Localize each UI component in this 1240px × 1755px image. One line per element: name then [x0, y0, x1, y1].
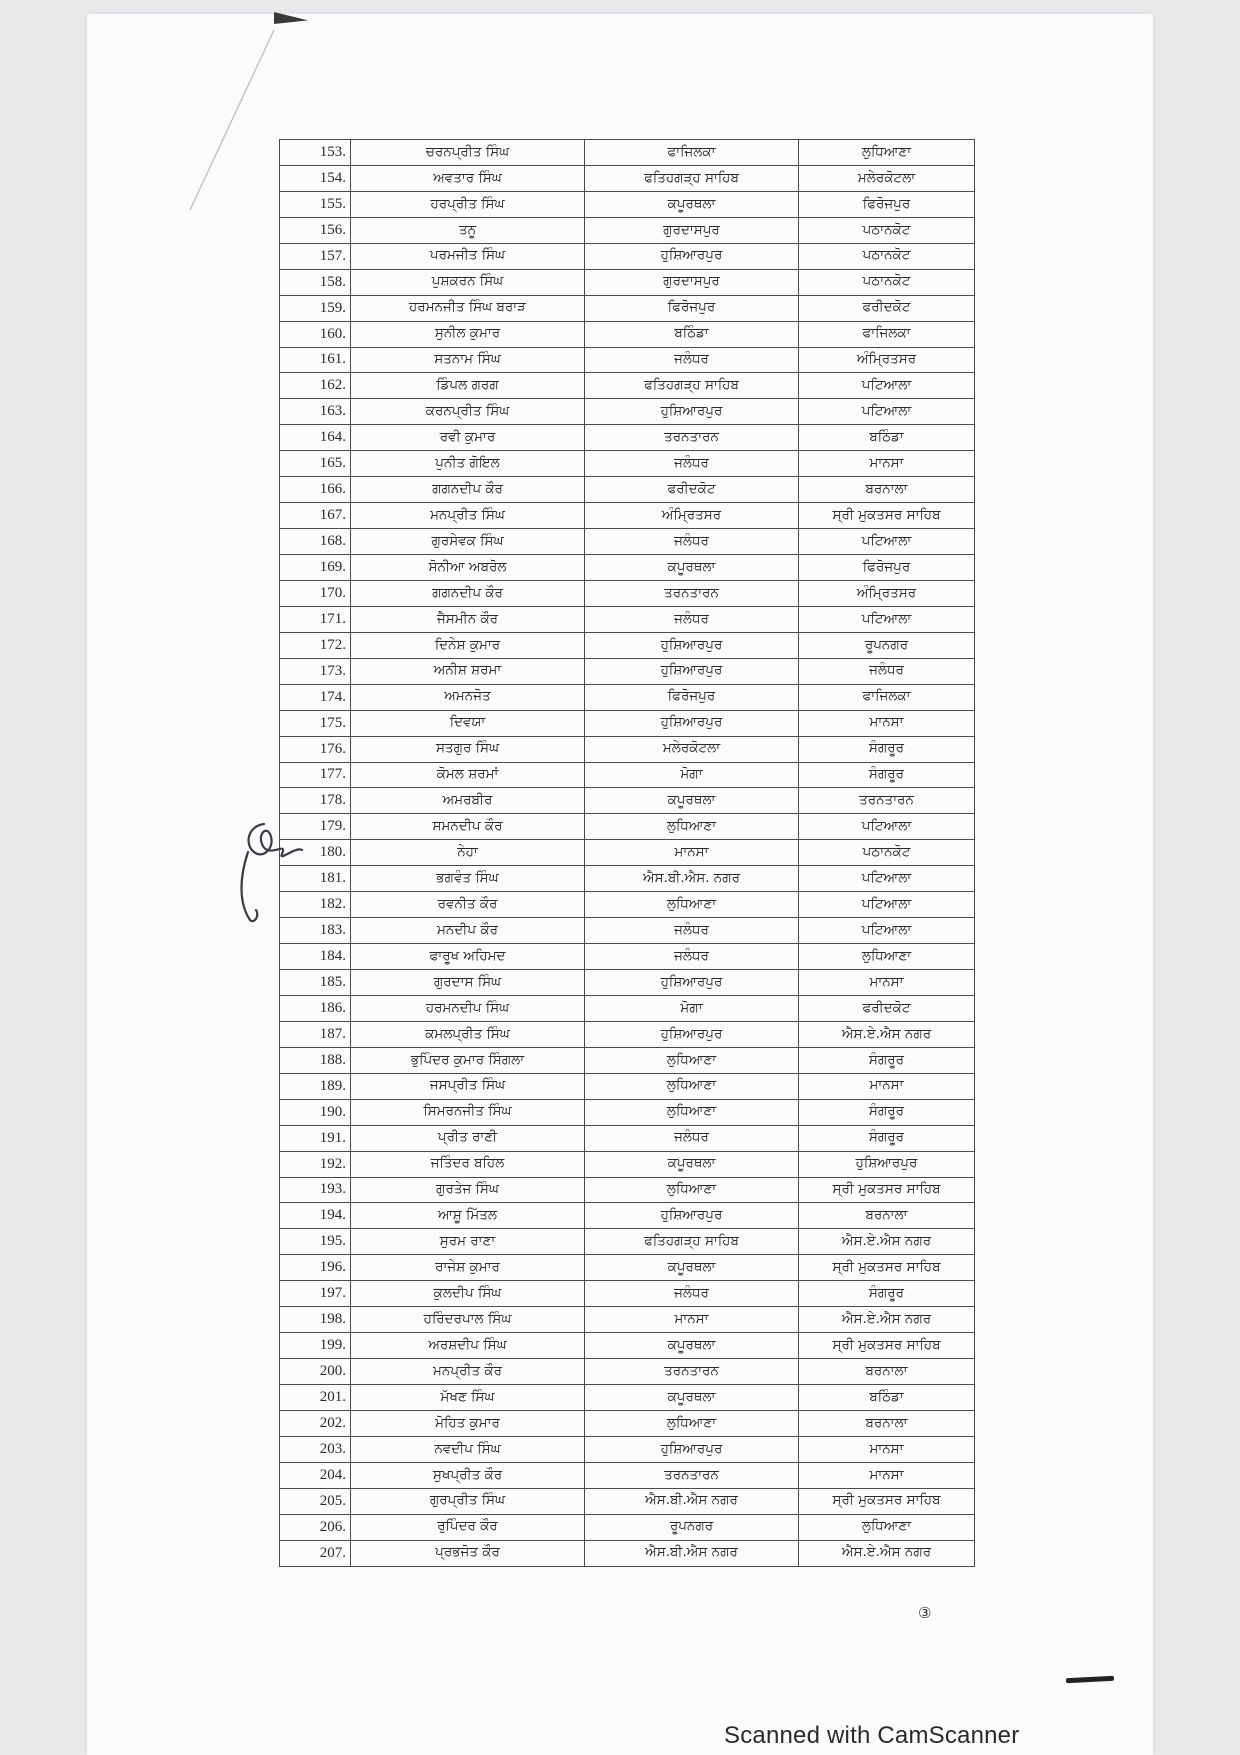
- table-row: [280, 1410, 975, 1436]
- name-cell: ਗੁਰਪ੍ਰੀਤ ਸਿੰਘ: [351, 1488, 585, 1514]
- from-district-cell: ਗੁਰਦਾਸਪੁਰ: [585, 269, 799, 295]
- from-district-cell: ਫਰੀਦਕੋਟ: [585, 477, 799, 503]
- table-row: [280, 1151, 975, 1177]
- to-district-cell: ਸੰਗਰੂਰ: [799, 1099, 975, 1125]
- name-cell: ਡਿੰਪਲ ਗਰਗ: [351, 373, 585, 399]
- from-district-cell: ਫਤਿਹਗੜ੍ਹ ਸਾਹਿਬ: [585, 165, 799, 191]
- serial-number-cell: 190.: [280, 1099, 351, 1125]
- from-district-cell: ਅੰਮ੍ਰਿਤਸਰ: [585, 503, 799, 529]
- table-body: [280, 140, 975, 1567]
- serial-number-cell: 193.: [280, 1177, 351, 1203]
- to-district-cell: ਫਾਜਿਲਕਾ: [799, 321, 975, 347]
- name-cell: ਮਨਪ੍ਰੀਤ ਕੌਰ: [351, 1359, 585, 1385]
- name-cell: ਗਗਨਦੀਪ ਕੌਰ: [351, 580, 585, 606]
- from-district-cell: ਰੂਪਨਗਰ: [585, 1514, 799, 1540]
- serial-number-cell: 176.: [280, 736, 351, 762]
- table-row: [280, 580, 975, 606]
- to-district-cell: ਸ੍ਰੀ ਮੁਕਤਸਰ ਸਾਹਿਬ: [799, 1333, 975, 1359]
- from-district-cell: ਐਸ.ਬੀ.ਐਸ. ਨਗਰ: [585, 866, 799, 892]
- to-district-cell: ਪਟਿਆਲਾ: [799, 606, 975, 632]
- from-district-cell: ਜਲੰਧਰ: [585, 529, 799, 555]
- to-district-cell: ਪਟਿਆਲਾ: [799, 373, 975, 399]
- table-row: [280, 1514, 975, 1540]
- from-district-cell: ਹੁਸ਼ਿਆਰਪੁਰ: [585, 1021, 799, 1047]
- name-cell: ਆਸ਼ੂ ਮਿੱਤਲ: [351, 1203, 585, 1229]
- serial-number-cell: 202.: [280, 1410, 351, 1436]
- table-row: [280, 1462, 975, 1488]
- table-row: [280, 321, 975, 347]
- to-district-cell: ਫਿਰੋਜਪੁਰ: [799, 555, 975, 581]
- from-district-cell: ਬਠਿੰਡਾ: [585, 321, 799, 347]
- from-district-cell: ਹੁਸ਼ਿਆਰਪੁਰ: [585, 710, 799, 736]
- name-cell: ਜਤਿੰਦਰ ਬਹਿਲ: [351, 1151, 585, 1177]
- serial-number-cell: 187.: [280, 1021, 351, 1047]
- to-district-cell: ਸੰਗਰੂਰ: [799, 1281, 975, 1307]
- table-row: [280, 918, 975, 944]
- serial-number-cell: 183.: [280, 918, 351, 944]
- to-district-cell: ਸ੍ਰੀ ਮੁਕਤਸਰ ਸਾਹਿਬ: [799, 503, 975, 529]
- table-row: [280, 1307, 975, 1333]
- to-district-cell: ਮਾਨਸਾ: [799, 1436, 975, 1462]
- to-district-cell: ਲੁਧਿਆਣਾ: [799, 944, 975, 970]
- name-cell: ਚਰਨਪ੍ਰੀਤ ਸਿੰਘ: [351, 140, 585, 166]
- serial-number-cell: 189.: [280, 1073, 351, 1099]
- from-district-cell: ਮੋਗਾ: [585, 762, 799, 788]
- table-row: [280, 165, 975, 191]
- from-district-cell: ਜਲੰਧਰ: [585, 451, 799, 477]
- from-district-cell: ਮਾਨਸਾ: [585, 840, 799, 866]
- to-district-cell: ਬਰਨਾਲਾ: [799, 1359, 975, 1385]
- table-row: [280, 840, 975, 866]
- to-district-cell: ਪਟਿਆਲਾ: [799, 399, 975, 425]
- from-district-cell: ਕਪੂਰਥਲਾ: [585, 1255, 799, 1281]
- table-row: [280, 243, 975, 269]
- table-row: [280, 814, 975, 840]
- to-district-cell: ਹੁਸ਼ਿਆਰਪੁਰ: [799, 1151, 975, 1177]
- serial-number-cell: 207.: [280, 1540, 351, 1566]
- name-cell: ਸਮਨਦੀਪ ਕੌਰ: [351, 814, 585, 840]
- name-cell: ਰਾਜੇਸ਼ ਕੁਮਾਰ: [351, 1255, 585, 1281]
- name-cell: ਨਵਦੀਪ ਸਿੰਘ: [351, 1436, 585, 1462]
- name-cell: ਗਗਨਦੀਪ ਕੌਰ: [351, 477, 585, 503]
- to-district-cell: ਪਠਾਨਕੋਟ: [799, 269, 975, 295]
- transfer-list-table: [279, 139, 975, 1567]
- table-row: [280, 1073, 975, 1099]
- name-cell: ਸਤਨਾਮ ਸਿੰਘ: [351, 347, 585, 373]
- serial-number-cell: 156.: [280, 217, 351, 243]
- to-district-cell: ਸੰਗਰੂਰ: [799, 1047, 975, 1073]
- from-district-cell: ਕਪੂਰਥਲਾ: [585, 788, 799, 814]
- name-cell: ਮਨਦੀਪ ਕੌਰ: [351, 918, 585, 944]
- to-district-cell: ਪਟਿਆਲਾ: [799, 529, 975, 555]
- name-cell: ਕਮਲਪ੍ਰੀਤ ਸਿੰਘ: [351, 1021, 585, 1047]
- serial-number-cell: 178.: [280, 788, 351, 814]
- to-district-cell: ਫਿਰੋਜਪੁਰ: [799, 191, 975, 217]
- name-cell: ਰੁਪਿੰਦਰ ਕੌਰ: [351, 1514, 585, 1540]
- from-district-cell: ਹੁਸ਼ਿਆਰਪੁਰ: [585, 658, 799, 684]
- to-district-cell: ਬਠਿੰਡਾ: [799, 425, 975, 451]
- table-row: [280, 606, 975, 632]
- table-row: [280, 191, 975, 217]
- serial-number-cell: 168.: [280, 529, 351, 555]
- serial-number-cell: 159.: [280, 295, 351, 321]
- from-district-cell: ਕਪੂਰਥਲਾ: [585, 1333, 799, 1359]
- serial-number-cell: 198.: [280, 1307, 351, 1333]
- name-cell: ਤਨੂ: [351, 217, 585, 243]
- table-row: [280, 866, 975, 892]
- to-district-cell: ਰੂਪਨਗਰ: [799, 632, 975, 658]
- table-row: [280, 944, 975, 970]
- serial-number-cell: 162.: [280, 373, 351, 399]
- name-cell: ਅਨੀਸ਼ ਸ਼ਰਮਾ: [351, 658, 585, 684]
- name-cell: ਮੱਖਣ ਸਿੰਘ: [351, 1385, 585, 1411]
- table-row: [280, 892, 975, 918]
- from-district-cell: ਲੁਧਿਆਣਾ: [585, 814, 799, 840]
- serial-number-cell: 154.: [280, 165, 351, 191]
- serial-number-cell: 161.: [280, 347, 351, 373]
- serial-number-cell: 164.: [280, 425, 351, 451]
- serial-number-cell: 197.: [280, 1281, 351, 1307]
- name-cell: ਸਿਮਰਨਜੀਤ ਸਿੰਘ: [351, 1099, 585, 1125]
- serial-number-cell: 171.: [280, 606, 351, 632]
- name-cell: ਰਵੀ ਕੁਮਾਰ: [351, 425, 585, 451]
- table-row: [280, 762, 975, 788]
- table-row: [280, 970, 975, 996]
- from-district-cell: ਫਿਰੋਜਪੁਰ: [585, 684, 799, 710]
- table-row: [280, 1125, 975, 1151]
- from-district-cell: ਹੁਸ਼ਿਆਰਪੁਰ: [585, 970, 799, 996]
- serial-number-cell: 174.: [280, 684, 351, 710]
- table-row: [280, 684, 975, 710]
- name-cell: ਹਰਮਨਦੀਪ ਸਿੰਘ: [351, 995, 585, 1021]
- to-district-cell: ਐਸ.ਏ.ਐਸ ਨਗਰ: [799, 1021, 975, 1047]
- to-district-cell: ਬਠਿੰਡਾ: [799, 1385, 975, 1411]
- serial-number-cell: 160.: [280, 321, 351, 347]
- name-cell: ਮਨਪ੍ਰੀਤ ਸਿੰਘ: [351, 503, 585, 529]
- table-row: [280, 140, 975, 166]
- serial-number-cell: 192.: [280, 1151, 351, 1177]
- to-district-cell: ਬਰਨਾਲਾ: [799, 1410, 975, 1436]
- table-row: [280, 788, 975, 814]
- to-district-cell: ਸ੍ਰੀ ਮੁਕਤਸਰ ਸਾਹਿਬ: [799, 1255, 975, 1281]
- from-district-cell: ਕਪੂਰਥਲਾ: [585, 555, 799, 581]
- table-row: [280, 217, 975, 243]
- table-row: [280, 632, 975, 658]
- from-district-cell: ਲੁਧਿਆਣਾ: [585, 892, 799, 918]
- from-district-cell: ਲੁਧਿਆਣਾ: [585, 1099, 799, 1125]
- name-cell: ਫਾਰੂਖ ਅਹਿਮਦ: [351, 944, 585, 970]
- name-cell: ਅਵਤਾਰ ਸਿੰਘ: [351, 165, 585, 191]
- to-district-cell: ਅੰਮ੍ਰਿਤਸਰ: [799, 347, 975, 373]
- name-cell: ਜਸਪ੍ਰੀਤ ਸਿੰਘ: [351, 1073, 585, 1099]
- serial-number-cell: 166.: [280, 477, 351, 503]
- to-district-cell: ਅੰਮ੍ਰਿਤਸਰ: [799, 580, 975, 606]
- from-district-cell: ਮਾਨਸਾ: [585, 1307, 799, 1333]
- to-district-cell: ਲੁਧਿਆਣਾ: [799, 1514, 975, 1540]
- table-row: [280, 710, 975, 736]
- to-district-cell: ਸ੍ਰੀ ਮੁਕਤਸਰ ਸਾਹਿਬ: [799, 1177, 975, 1203]
- serial-number-cell: 203.: [280, 1436, 351, 1462]
- name-cell: ਕੋਮਲ ਸ਼ਰਮਾਂ: [351, 762, 585, 788]
- table-row: [280, 399, 975, 425]
- name-cell: ਦਿਵਯਾ: [351, 710, 585, 736]
- from-district-cell: ਤਰਨਤਾਰਨ: [585, 1359, 799, 1385]
- name-cell: ਪਰਮਜੀਤ ਸਿੰਘ: [351, 243, 585, 269]
- serial-number-cell: 155.: [280, 191, 351, 217]
- from-district-cell: ਜਲੰਧਰ: [585, 918, 799, 944]
- table-row: [280, 658, 975, 684]
- name-cell: ਪੁਨੀਤ ਗੋਇਲ: [351, 451, 585, 477]
- to-district-cell: ਜਲੰਧਰ: [799, 658, 975, 684]
- table-row: [280, 1177, 975, 1203]
- serial-number-cell: 204.: [280, 1462, 351, 1488]
- name-cell: ਪੁਸ਼ਕਰਨ ਸਿੰਘ: [351, 269, 585, 295]
- serial-number-cell: 180.: [280, 840, 351, 866]
- name-cell: ਨੇਹਾ: [351, 840, 585, 866]
- to-district-cell: ਐਸ.ਏ.ਐਸ ਨਗਰ: [799, 1307, 975, 1333]
- name-cell: ਭੁਪਿੰਦਰ ਕੁਮਾਰ ਸਿੰਗਲਾ: [351, 1047, 585, 1073]
- table-row: [280, 1021, 975, 1047]
- to-district-cell: ਪਟਿਆਲਾ: [799, 814, 975, 840]
- from-district-cell: ਐਸ.ਬੀ.ਐਸ ਨਗਰ: [585, 1488, 799, 1514]
- camscanner-watermark: Scanned with CamScanner: [724, 1722, 1020, 1749]
- serial-number-cell: 194.: [280, 1203, 351, 1229]
- to-district-cell: ਮਾਨਸਾ: [799, 1462, 975, 1488]
- name-cell: ਭਗਵੰਤ ਸਿੰਘ: [351, 866, 585, 892]
- from-district-cell: ਕਪੂਰਥਲਾ: [585, 191, 799, 217]
- from-district-cell: ਜਲੰਧਰ: [585, 1281, 799, 1307]
- from-district-cell: ਹੁਸ਼ਿਆਰਪੁਰ: [585, 1203, 799, 1229]
- serial-number-cell: 206.: [280, 1514, 351, 1540]
- serial-number-cell: 196.: [280, 1255, 351, 1281]
- name-cell: ਸੋਨੀਆ ਅਬਰੋਲ: [351, 555, 585, 581]
- from-district-cell: ਲੁਧਿਆਣਾ: [585, 1073, 799, 1099]
- from-district-cell: ਜਲੰਧਰ: [585, 1125, 799, 1151]
- table-row: [280, 995, 975, 1021]
- to-district-cell: ਪਠਾਨਕੋਟ: [799, 243, 975, 269]
- from-district-cell: ਤਰਨਤਾਰਨ: [585, 425, 799, 451]
- table-row: [280, 1540, 975, 1566]
- table-row: [280, 1281, 975, 1307]
- table-row: [280, 529, 975, 555]
- table-row: [280, 451, 975, 477]
- serial-number-cell: 157.: [280, 243, 351, 269]
- to-district-cell: ਬਰਨਾਲਾ: [799, 477, 975, 503]
- from-district-cell: ਹੁਸ਼ਿਆਰਪੁਰ: [585, 399, 799, 425]
- serial-number-cell: 184.: [280, 944, 351, 970]
- serial-number-cell: 170.: [280, 580, 351, 606]
- serial-number-cell: 185.: [280, 970, 351, 996]
- name-cell: ਗੁਰਸੇਵਕ ਸਿੰਘ: [351, 529, 585, 555]
- name-cell: ਸੁਖਪ੍ਰੀਤ ਕੌਰ: [351, 1462, 585, 1488]
- from-district-cell: ਫਿਰੋਜਪੁਰ: [585, 295, 799, 321]
- serial-number-cell: 181.: [280, 866, 351, 892]
- name-cell: ਹਰਿੰਦਰਪਾਲ ਸਿੰਘ: [351, 1307, 585, 1333]
- serial-number-cell: 165.: [280, 451, 351, 477]
- name-cell: ਸੁਰਮ ਰਾਣਾ: [351, 1229, 585, 1255]
- page-number-mark: ③: [918, 1604, 932, 1622]
- to-district-cell: ਸੰਗਰੂਰ: [799, 1125, 975, 1151]
- name-cell: ਜੈਸਮੀਨ ਕੌਰ: [351, 606, 585, 632]
- from-district-cell: ਜਲੰਧਰ: [585, 944, 799, 970]
- name-cell: ਅਮਰਬੀਰ: [351, 788, 585, 814]
- table-row: [280, 1255, 975, 1281]
- table-row: [280, 477, 975, 503]
- name-cell: ਪ੍ਰੀਤ ਰਾਣੀ: [351, 1125, 585, 1151]
- serial-number-cell: 163.: [280, 399, 351, 425]
- table-row: [280, 1099, 975, 1125]
- serial-number-cell: 175.: [280, 710, 351, 736]
- table-row: [280, 1488, 975, 1514]
- from-district-cell: ਜਲੰਧਰ: [585, 347, 799, 373]
- to-district-cell: ਐਸ.ਏ.ਐਸ ਨਗਰ: [799, 1229, 975, 1255]
- handwritten-signature: [240, 820, 320, 930]
- from-district-cell: ਫਤਿਹਗੜ੍ਹ ਸਾਹਿਬ: [585, 1229, 799, 1255]
- serial-number-cell: 188.: [280, 1047, 351, 1073]
- table-row: [280, 503, 975, 529]
- to-district-cell: ਲੁਧਿਆਣਾ: [799, 140, 975, 166]
- serial-number-cell: 179.: [280, 814, 351, 840]
- from-district-cell: ਜਲੰਧਰ: [585, 606, 799, 632]
- serial-number-cell: 169.: [280, 555, 351, 581]
- from-district-cell: ਫਾਜਿਲਕਾ: [585, 140, 799, 166]
- to-district-cell: ਮਾਨਸਾ: [799, 710, 975, 736]
- from-district-cell: ਮਲੇਰਕੋਟਲਾ: [585, 736, 799, 762]
- from-district-cell: ਗੁਰਦਾਸਪੁਰ: [585, 217, 799, 243]
- to-district-cell: ਮਾਨਸਾ: [799, 970, 975, 996]
- serial-number-cell: 199.: [280, 1333, 351, 1359]
- to-district-cell: ਸੰਗਰੂਰ: [799, 762, 975, 788]
- table-row: [280, 1229, 975, 1255]
- from-district-cell: ਕਪੂਰਥਲਾ: [585, 1385, 799, 1411]
- table-row: [280, 1203, 975, 1229]
- from-district-cell: ਹੁਸ਼ਿਆਰਪੁਰ: [585, 1436, 799, 1462]
- name-cell: ਮੋਹਿਤ ਕੁਮਾਰ: [351, 1410, 585, 1436]
- to-district-cell: ਫਰੀਦਕੋਟ: [799, 995, 975, 1021]
- from-district-cell: ਐਸ.ਬੀ.ਐਸ ਨਗਰ: [585, 1540, 799, 1566]
- serial-number-cell: 195.: [280, 1229, 351, 1255]
- table-row: [280, 1047, 975, 1073]
- to-district-cell: ਮਾਨਸਾ: [799, 451, 975, 477]
- serial-number-cell: 177.: [280, 762, 351, 788]
- table-row: [280, 736, 975, 762]
- to-district-cell: ਪਟਿਆਲਾ: [799, 892, 975, 918]
- from-district-cell: ਮੋਗਾ: [585, 995, 799, 1021]
- to-district-cell: ਪਟਿਆਲਾ: [799, 918, 975, 944]
- from-district-cell: ਹੁਸ਼ਿਆਰਪੁਰ: [585, 632, 799, 658]
- to-district-cell: ਫਰੀਦਕੋਟ: [799, 295, 975, 321]
- from-district-cell: ਲੁਧਿਆਣਾ: [585, 1047, 799, 1073]
- to-district-cell: ਮਾਨਸਾ: [799, 1073, 975, 1099]
- name-cell: ਪ੍ਰਭਜੋਤ ਕੌਰ: [351, 1540, 585, 1566]
- from-district-cell: ਤਰਨਤਾਰਨ: [585, 1462, 799, 1488]
- to-district-cell: ਐਸ.ਏ.ਐਸ ਨਗਰ: [799, 1540, 975, 1566]
- table-row: [280, 1359, 975, 1385]
- name-cell: ਦਿਨੇਸ਼ ਕੁਮਾਰ: [351, 632, 585, 658]
- from-district-cell: ਕਪੂਰਥਲਾ: [585, 1151, 799, 1177]
- name-cell: ਗੁਰਦਾਸ ਸਿੰਘ: [351, 970, 585, 996]
- name-cell: ਹਰਪ੍ਰੀਤ ਸਿੰਘ: [351, 191, 585, 217]
- table-row: [280, 269, 975, 295]
- table-row: [280, 295, 975, 321]
- serial-number-cell: 173.: [280, 658, 351, 684]
- table-row: [280, 555, 975, 581]
- name-cell: ਕੁਲਦੀਪ ਸਿੰਘ: [351, 1281, 585, 1307]
- from-district-cell: ਲੁਧਿਆਣਾ: [585, 1177, 799, 1203]
- name-cell: ਹਰਮਨਜੀਤ ਸਿੰਘ ਬਰਾੜ: [351, 295, 585, 321]
- serial-number-cell: 153.: [280, 140, 351, 166]
- name-cell: ਸਤਗੁਰ ਸਿੰਘ: [351, 736, 585, 762]
- table-row: [280, 373, 975, 399]
- table-row: [280, 347, 975, 373]
- serial-number-cell: 182.: [280, 892, 351, 918]
- name-cell: ਸੁਨੀਲ ਕੁਮਾਰ: [351, 321, 585, 347]
- table-row: [280, 1436, 975, 1462]
- serial-number-cell: 186.: [280, 995, 351, 1021]
- to-district-cell: ਸੰਗਰੂਰ: [799, 736, 975, 762]
- from-district-cell: ਹੁਸ਼ਿਆਰਪੁਰ: [585, 243, 799, 269]
- name-cell: ਰਵਨੀਤ ਕੌਰ: [351, 892, 585, 918]
- to-district-cell: ਪਠਾਨਕੋਟ: [799, 217, 975, 243]
- name-cell: ਗੁਰਤੇਜ ਸਿੰਘ: [351, 1177, 585, 1203]
- name-cell: ਅਰਸ਼ਦੀਪ ਸਿੰਘ: [351, 1333, 585, 1359]
- table-row: [280, 1385, 975, 1411]
- to-district-cell: ਤਰਨਤਾਰਨ: [799, 788, 975, 814]
- to-district-cell: ਫਾਜਿਲਕਾ: [799, 684, 975, 710]
- serial-number-cell: 158.: [280, 269, 351, 295]
- table-row: [280, 425, 975, 451]
- serial-number-cell: 191.: [280, 1125, 351, 1151]
- serial-number-cell: 200.: [280, 1359, 351, 1385]
- to-district-cell: ਪਟਿਆਲਾ: [799, 866, 975, 892]
- to-district-cell: ਸ੍ਰੀ ਮੁਕਤਸਰ ਸਾਹਿਬ: [799, 1488, 975, 1514]
- from-district-cell: ਤਰਨਤਾਰਨ: [585, 580, 799, 606]
- serial-number-cell: 201.: [280, 1385, 351, 1411]
- serial-number-cell: 167.: [280, 503, 351, 529]
- to-district-cell: ਬਰਨਾਲਾ: [799, 1203, 975, 1229]
- table-row: [280, 1333, 975, 1359]
- from-district-cell: ਫਤਿਹਗੜ੍ਹ ਸਾਹਿਬ: [585, 373, 799, 399]
- serial-number-cell: 205.: [280, 1488, 351, 1514]
- to-district-cell: ਮਲੇਰਕੋਟਲਾ: [799, 165, 975, 191]
- name-cell: ਅਮਨਜੋਤ: [351, 684, 585, 710]
- name-cell: ਕਰਨਪ੍ਰੀਤ ਸਿੰਘ: [351, 399, 585, 425]
- from-district-cell: ਲੁਧਿਆਣਾ: [585, 1410, 799, 1436]
- to-district-cell: ਪਠਾਨਕੋਟ: [799, 840, 975, 866]
- serial-number-cell: 172.: [280, 632, 351, 658]
